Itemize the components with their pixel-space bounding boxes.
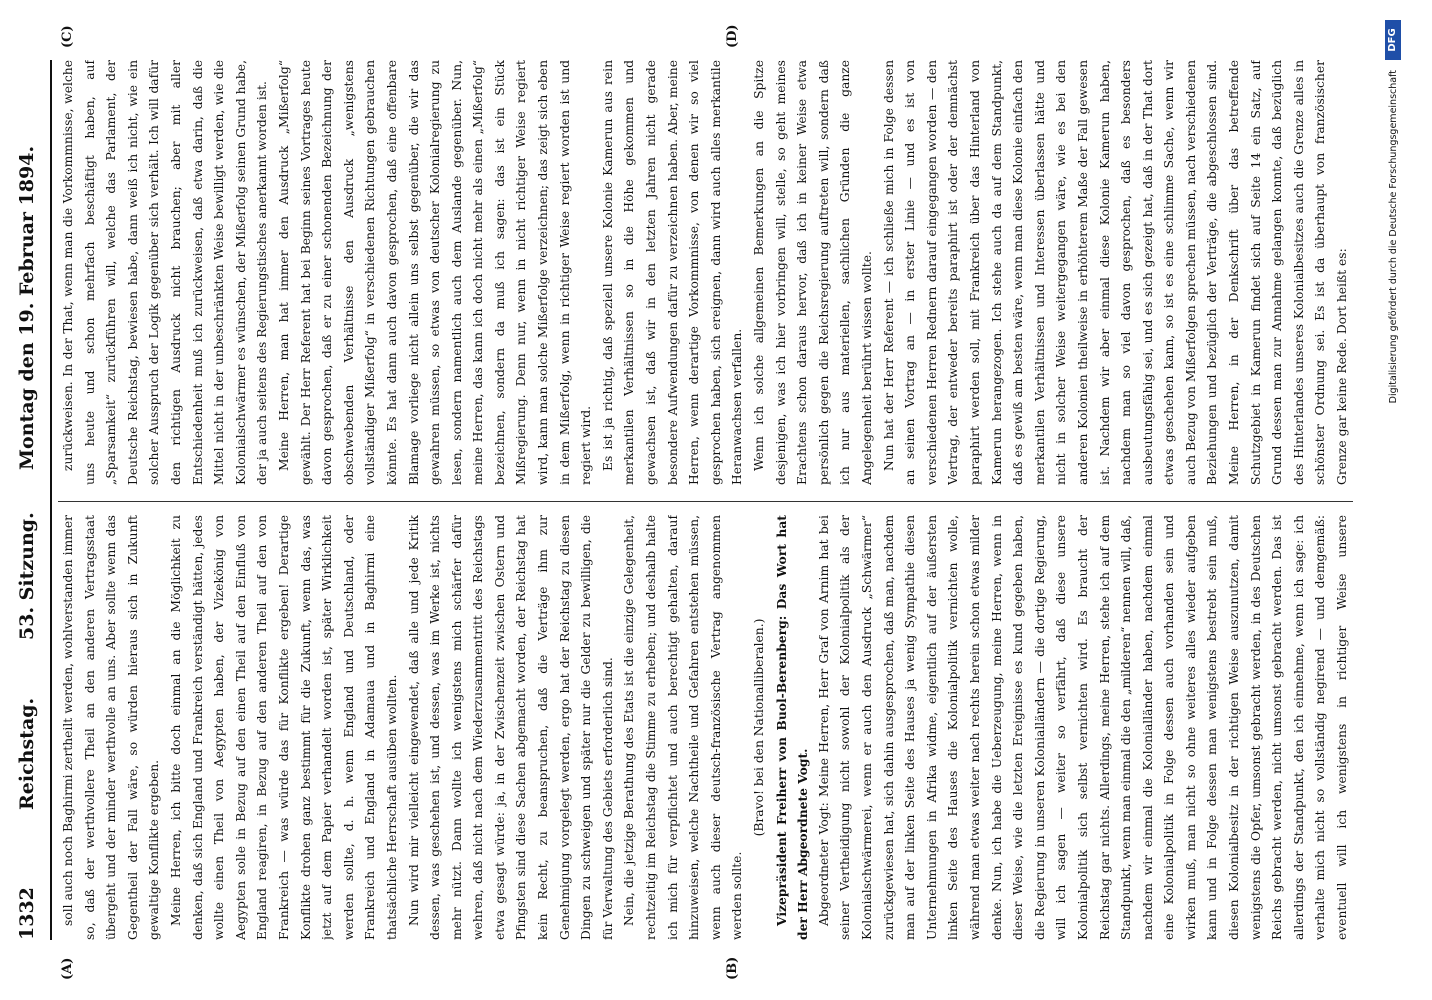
paragraph: Abgeordneter Vogt: Meine Herren, Herr Graf von Arnim hat bei seiner Vertheidigung nicht sowohl der Kolonialpolitik als der Kolonialschwärmerei, wenn er auch den Ausdruck „Schwärmer“ zurückgewiesen hat, sich dahin ausgesprochen, daß man, nachdem man auf der linken Seite des Hauses ja wenig Sympathie diesen Unternehmungen in Afrika widme, eigentlich auf der äußersten linken Seite des Hauses die Kolonialpolitik vernichten wolle, während man etwas weiter nach rechts herein schon etwas milder denke. Nun, ich habe die Ueberzeugung, meine Herren, wenn in dieser Weise, wie die letzten Ereignisse es kund gegeben haben, die Regierung in unseren Kolonialländern — die dortige Regierung, will ich sagen — weiter so verfährt, daß diese unsere Kolonialpolitik sich selbst vernichten wird. Es braucht der Reichstag gar nichts. Allerdings, meine Herren, stehe ich auf dem Standpunkt, wenn man einmal die den „milderen“ nennen will, daß, nachdem wir einmal die Kolonialländer haben, nachdem einmal eine Kolonialpolitik in Folge dessen auch vorhanden sein und wirken muß, man nicht so ohne weiteres alles wieder aufgeben kann und in Folge dessen man wenigstens bestrebt sein muß, diesen Kolonialbesitz in der richtigen Weise auszunutzen, damit wenigstens die Opfer, umsonst gebracht werden, in des Deutschen Reichs gebracht werden, nicht umsonst gebracht werden. Das ist allerdings der Standpunkt, den ich einnehme, wenn ich sage: ich verhalte mich nicht so vollständig negirend — und demgemäß: eventuell will ich wenigstens in richtiger Weise unsere — [816, 515, 1350, 940]
paragraph: Nun wird mir vielleicht eingewendet, daß alle und jede Kritik dessen, was geschehen ist, und dessen, was im Werke ist, nichts mehr nützt. Dann wollte ich wenigstens mich schärfer dafür wehren, daß nicht nach dem Wiederzusammentritt des Reichstags etwa gesagt würde: ja, in der Zwischenzeit zwischen Ostern und Pfingsten sind diese Sachen abgemacht worden, der Reichstag hat kein Recht, zu beanspruchen, daß die Verträge ihm zur Genehmigung vorgelegt werden, ergo hat der Reichstag zu diesen Dingen zu schweigen und später nur die Gelder zu bewilligen, die für Verwaltung des Gebiets erforderlich sind. — [406, 515, 615, 940]
margin-marker-d: (D) — [725, 24, 740, 48]
paragraph: Meine Herren, ich bitte doch einmal an die Möglichkeit zu denken, daß sich England und Frankreich verständigt hätten, jedes wollte einen Theil von Aegypten haben, der Vizekönig von Aegypten solle in Bezug auf den einen Theil auf den Einfluß von England reagiren, in Bezug auf den anderen Theil auf den von Frankreich — was würde das für Konflikte ergeben! Derartige Konflikte drohen ganz bestimmt für die Zukunft, wenn das, was jetzt auf dem Papier verhandelt worden ist, später Wirklichkeit werden sollte, d. h. wenn England und Deutschland, oder Frankreich und England in Adamaua und in Baghirmi eine thatsächliche Herrschaft ausüben wollten. — [168, 515, 399, 940]
paragraph: Es ist ja richtig, daß speziell unsere Kolonie Kamerun aus rein merkantilen Verhältnissen so in die Höhe gekommen und gewachsen ist, daß wir in den letzten Jahren nicht gerade besondere Aufwendungen dafür zu verzeichnen haben. Aber, meine Herren, wenn derartige Vorkommnisse, von denen wir so viel gesprochen haben, sich ereignen, dann wird auch alles merkantile Heranwachsen verfallen. — [600, 60, 745, 485]
applause-note: (Bravo! bei den Nationalliberalen.) — [752, 618, 766, 837]
paragraph: zurückweisen. In der That, wenn man die Vorkommnisse, welche uns heute und schon mehrfach beschäftigt haben, auf „Sparsamkeit“ zurückführen will, welche das Parlament, der Deutsche Reichstag, bewiesen habe, dann weiß ich nicht, wie ein solcher Ausspruch der Logik gegenüber sich verhält. Ich will dafür den richtigen Ausdruck nicht brauchen; aber mit aller Entschiedenheit muß ich zurückweisen, daß etwa darin, daß die Mittel nicht in der unbeschränkten Weise bewilligt werden, wie die Kolonialschwärmer es wünschen, der Mißerfolg seinen Grund habe, der ja auch seitens des Regierungstisches anerkannt worden ist. — [61, 60, 270, 485]
house-name: Reichstag. — [16, 697, 38, 810]
president-remark: Vizepräsident Freiherr von Buol-Berenberg: Das Wort hat der Herr Abgeordnete Vogt. — [773, 515, 811, 940]
left-column — [58, 515, 1353, 940]
margin-marker-c: (C) — [60, 25, 75, 48]
page-header — [8, 60, 44, 940]
dfg-logo: DFG — [1385, 20, 1401, 60]
paragraph: Wenn ich solche allgemeinen Bemerkungen an die Spitze desjenigen, was ich hier vorbringen will, stelle, so geht meines Erachtens schon daraus hervor, daß ich in keiner Weise etwa persönlich gegen die Reichsregierung auftreten will, sondern daß ich nur aus materiellen, sachlichen Gründen die ganze Angelegenheit berührt wissen wollte. — [752, 60, 874, 485]
header-rule — [50, 60, 52, 940]
footer-text: Digitalisierung gefördert durch die Deutsche Forschungsgemeinschaft — [1388, 70, 1399, 404]
margin-marker-b: (B) — [725, 956, 740, 980]
paragraph: Nein, die jetzige Berathung des Etats ist die einzige Gelegenheit, rechtzeitig im Reichstag die Stimme zu erheben; und deshalb halte ich mich für verpflichtet und auch berechtigt gehalten, darauf hinzuweisen, welche Nachtheile und Gefahren entstehen müssen, wenn auch dieser deutsch-französische Vertrag angenommen werden sollte. — [622, 515, 745, 940]
paragraph: Nun hat der Herr Referent — ich schließe mich in Folge dessen an seinen Vortrag an — in erster Linie — und es ist von verschiedenen Herren Rednern darauf eingegangen worden — den Vertrag, der entweder bereits paraphirt ist oder der demnächst paraphirt werden soll, mit Frankreich über das Hinterland von Kamerun herangezogen. Ich stehe auch da auf dem Standpunkt, daß es gewiß am besten wäre, wenn man diese Kolonie einfach den merkantilen Verhältnissen und Interessen überlassen hätte und nicht in solcher Weise weitergegangen wäre, wie es bei den anderen Kolonien theilweise in erhöhterem Maße der Fall gewesen ist. Nachdem wir aber einmal diese Kolonie Kamerun haben, nachdem man so viel davon gesprochen, daß es besonders ausbeutungsfähig sei, und es sich gezeigt hat, daß in der That dort etwas geschehen kann, so ist es eine schlimme Sache, wenn wir auch Bezug von Mißerfolgen sprechen müssen, nach verschiedenen Beziehungen und bezüglich der Verträge, die abgeschlossen sind. Meine Herren, in der Denkschrift über das betreffende Schutzgebiet in Kamerun findet sich auf Seite 14 ein Satz, auf Grund dessen man zur Annahme gelangen konnte, daß bezüglich des Hinterlandes unseres Kolonialbesitzes auch die Grenze alles in schönster Ordnung sei. Es ist da überhaupt von französischer Grenze gar keine Rede. Dort heißt es: — [881, 60, 1350, 485]
page-number: 1332 — [16, 887, 38, 940]
paragraph: Meine Herren, man hat immer den Ausdruck „Mißerfolg“ gewählt. Der Herr Referent hat bei Beginn seines Vortrages heute davon gesprochen, daß er zu einer schonenden Bezeichnung der obschwebenden Verhältnisse den Ausdruck „wenigstens vollständiger Mißerfolg“ in verschiedenen Richtungen gebrauchen könnte. Es hat dann auch davon gesprochen, daß eine offenbare Blamage vorliege nicht allein uns selbst gegenüber, die wir das gewahren müssen, so etwas von deutscher Kolonialregierung zu lesen, sondern namentlich auch dem Auslande gegenüber. Nun, meine Herren, das kann ich doch nicht mehr als einen „Mißerfolg“ bezeichnen, sondern da muß ich sagen: das ist ein Stück Mißregierung. Denn nur, wenn in nicht richtiger Weise regiert wird, kann man solche Mißerfolge verzeichnen; das zeigt sich eben in dem Mißerfolg, wenn in richtiger Weise regiert worden ist und regiert wird. — [276, 60, 594, 485]
column-divider — [58, 501, 1353, 502]
sitting-date: Montag den 19. Februar 1894. — [16, 145, 38, 470]
margin-marker-a: (A) — [60, 957, 75, 980]
right-column — [58, 60, 1353, 485]
paragraph: soll auch noch Baghirmi zertheilt werden, wohlverstanden immer so, daß der werthvollere Theil an den anderen Vertragsstaat übergeht und der minder werthvolle an uns. Aber sollte wenn das Gegentheil der Fall wäre, so würden hieraus sich in Zukunft gewaltige Konflikte ergeben. — [61, 515, 162, 940]
digitization-footer — [1385, 0, 1403, 1000]
sitting-number: 53. Sitzung. — [16, 512, 38, 640]
